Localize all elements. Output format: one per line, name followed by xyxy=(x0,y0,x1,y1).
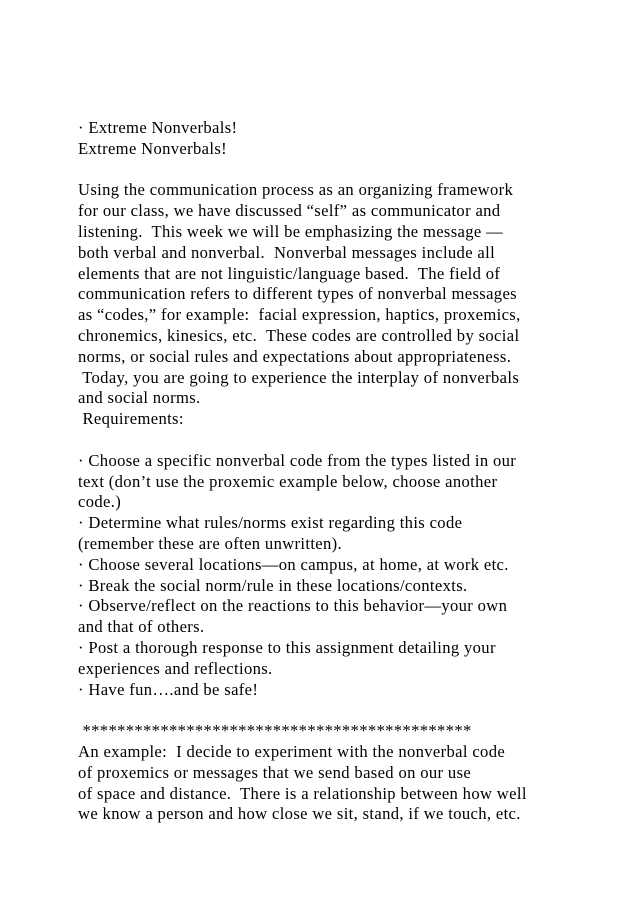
text-line: Today, you are going to experience the interplay of nonverbals xyxy=(78,367,520,387)
text-line: communication refers to different types of nonverbal messages xyxy=(78,284,517,304)
text-line: of space and distance. There is a relationship between how well xyxy=(78,783,527,803)
text-line: text (don’t use the proxemic example below, choose another xyxy=(78,471,498,491)
text-line: norms, or social rules and expectations about appropriateness. xyxy=(78,346,512,366)
text-line: listening. This week we will be emphasizing the message — xyxy=(78,221,504,241)
document-body xyxy=(78,118,623,825)
text-line: · Determine what rules/norms exist regarding this code xyxy=(78,513,463,533)
text-line: code.) xyxy=(78,492,122,512)
text-line: for our class, we have discussed “self” as communicator and xyxy=(78,201,501,221)
text-line: both verbal and nonverbal. Nonverbal messages include all xyxy=(78,242,496,262)
text-line: and social norms. xyxy=(78,388,201,408)
text-line: Using the communication process as an organizing framework xyxy=(78,180,514,200)
text-line: elements that are not linguistic/language based. The field of xyxy=(78,263,501,283)
text-line: · Break the social norm/rule in these locations/contexts. xyxy=(78,575,468,595)
text-line: · Choose a specific nonverbal code from the types listed in our xyxy=(78,450,517,470)
text-line: and that of others. xyxy=(78,617,205,637)
text-line: · Observe/reflect on the reactions to this behavior—your own xyxy=(78,596,508,616)
text-line: Extreme Nonverbals! xyxy=(78,138,228,158)
text-line: ********************************************* xyxy=(78,721,472,741)
text-line: as “codes,” for example: facial expression, haptics, proxemics, xyxy=(78,305,521,325)
text-line: experiences and reflections. xyxy=(78,658,273,678)
text-line: of proxemics or messages that we send based on our use xyxy=(78,762,472,782)
text-line: we know a person and how close we sit, stand, if we touch, etc. xyxy=(78,804,521,824)
text-line: (remember these are often unwritten). xyxy=(78,533,343,553)
text-line: · Choose several locations—on campus, at home, at work etc. xyxy=(78,554,509,574)
text-line: Requirements: xyxy=(78,409,184,429)
text-line: chronemics, kinesics, etc. These codes are controlled by social xyxy=(78,325,520,345)
text-line: · Extreme Nonverbals! xyxy=(78,118,238,137)
blank-line xyxy=(78,160,623,181)
text-line: · Post a thorough response to this assignment detailing your xyxy=(78,637,496,657)
text-line: An example: I decide to experiment with the nonverbal code xyxy=(78,741,506,761)
blank-line xyxy=(78,430,623,451)
blank-line xyxy=(78,700,623,721)
text-line: · Have fun….and be safe! xyxy=(78,679,259,699)
